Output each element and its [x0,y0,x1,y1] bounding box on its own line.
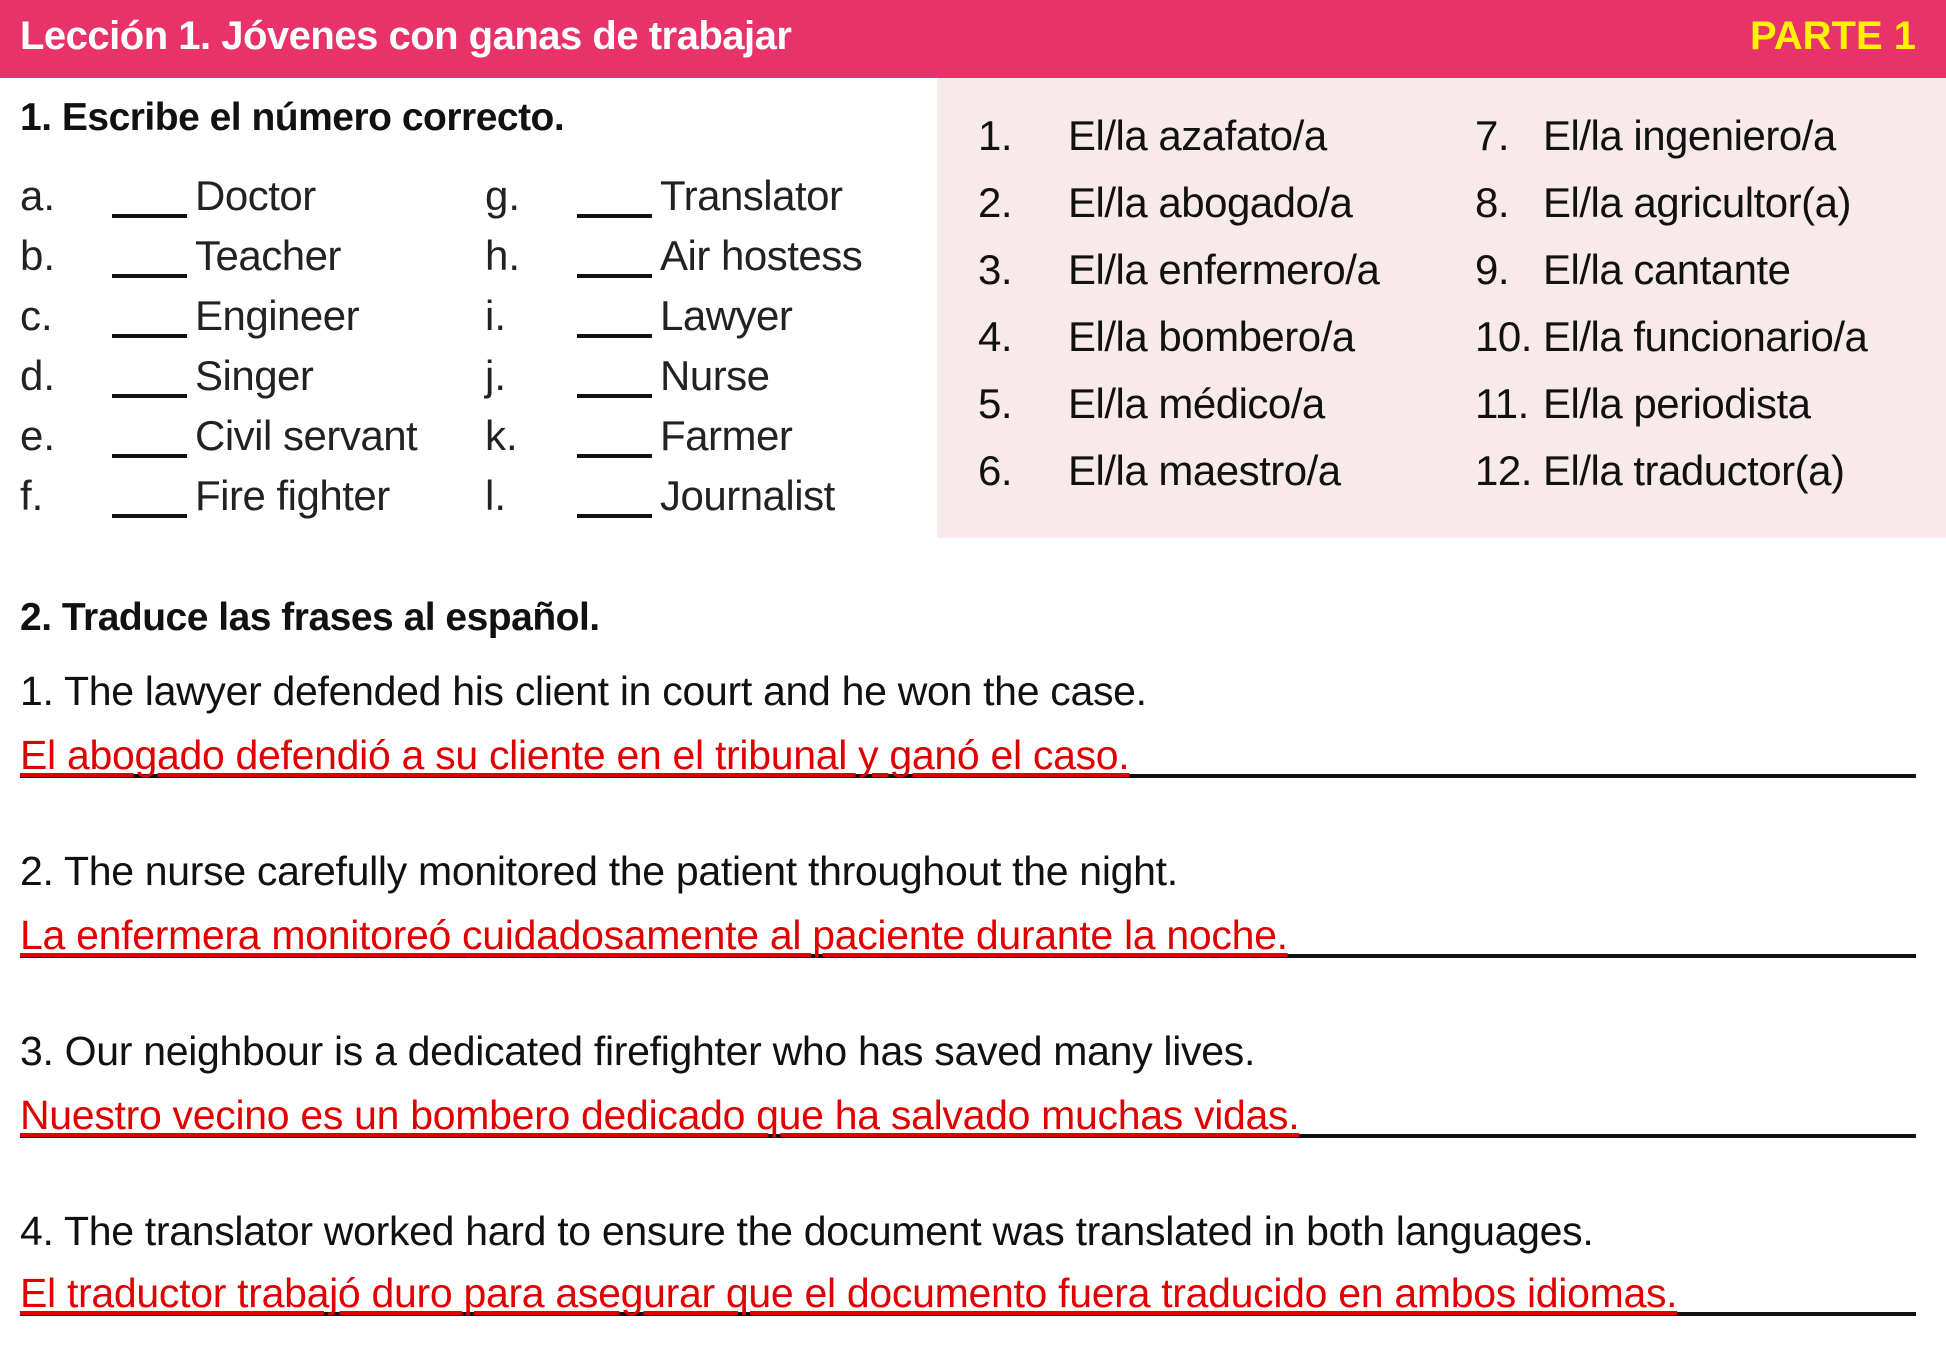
spanish-list-right [1475,112,1867,514]
match-item [20,412,417,472]
part-label: PARTE 1 [1750,14,1916,58]
item-number: 9. [1475,246,1510,293]
answer-blank[interactable] [577,454,652,458]
item-word: El/la agricultor(a) [1543,179,1851,226]
answer-blank[interactable] [577,214,652,218]
item-word: El/la funcionario/a [1543,313,1868,360]
item-number: 5. [978,380,1013,427]
english-list-right [485,172,862,532]
item-letter: h. [485,232,521,279]
item-word: El/la maestro/a [1068,447,1341,494]
spanish-item [978,246,1379,313]
spanish-item [1475,246,1867,313]
english-sentence-3: 3. Our neighbour is a dedicated firefighter who has saved many lives. [20,1028,1256,1074]
item-word: Civil servant [195,412,418,459]
item-word: El/la traductor(a) [1543,447,1845,494]
item-word: El/la enfermero/a [1068,246,1380,293]
spanish-item [1475,313,1867,380]
item-word: El/la cantante [1543,246,1791,293]
spanish-answer-4[interactable]: El traductor trabajó duro para asegurar que el documento fuera traducido en ambos idiomas. [20,1270,1678,1316]
item-word: El/la periodista [1543,380,1811,427]
item-number: 10. [1475,313,1532,360]
lesson-title: Lección 1. Jóvenes con ganas de trabajar [20,14,792,58]
item-letter: g. [485,172,521,219]
spanish-item [978,112,1379,179]
item-letter: f. [20,472,44,519]
match-item [485,172,862,232]
match-item [20,352,417,412]
match-item [20,232,417,292]
item-number: 1. [978,112,1013,159]
item-word: Lawyer [660,292,793,339]
answer-blank[interactable] [112,334,187,338]
item-word: Engineer [195,292,360,339]
english-sentence-2: 2. The nurse carefully monitored the patient throughout the night. [20,848,1178,894]
item-word: Journalist [660,472,835,519]
answer-blank[interactable] [112,454,187,458]
answer-blank[interactable] [577,394,652,398]
item-letter: l. [485,472,506,519]
item-word: Teacher [195,232,341,279]
spanish-answer-3[interactable]: Nuestro vecino es un bombero dedicado que ha salvado muchas vidas. [20,1092,1300,1138]
spanish-item [978,179,1379,246]
item-word: Farmer [660,412,793,459]
answer-blank[interactable] [112,214,187,218]
match-item [20,472,417,532]
item-number: 2. [978,179,1013,226]
item-word: Air hostess [660,232,863,279]
item-number: 12. [1475,447,1532,494]
spanish-item [978,380,1379,447]
english-sentence-1: 1. The lawyer defended his client in court and he won the case. [20,668,1147,714]
answer-blank[interactable] [577,514,652,518]
item-letter: j. [485,352,506,399]
item-letter: d. [20,352,56,399]
item-word: El/la bombero/a [1068,313,1355,360]
item-word: Fire fighter [195,472,390,519]
exercise1-title: 1. Escribe el número correcto. [20,96,565,139]
spanish-item [1475,112,1867,179]
item-word: Doctor [195,172,316,219]
english-list-left [20,172,417,532]
item-word: El/la abogado/a [1068,179,1353,226]
exercise2-title: 2. Traduce las frases al español. [20,596,600,639]
item-letter: e. [20,412,56,459]
item-number: 6. [978,447,1013,494]
match-item [20,172,417,232]
match-item [20,292,417,352]
match-item [485,472,862,532]
spanish-item [1475,179,1867,246]
spanish-item [978,447,1379,514]
match-item [485,412,862,472]
item-word: El/la ingeniero/a [1543,112,1836,159]
item-number: 7. [1475,112,1510,159]
item-word: Translator [660,172,843,219]
answer-blank[interactable] [577,274,652,278]
item-word: Nurse [660,352,770,399]
english-sentence-4: 4. The translator worked hard to ensure the document was translated in both languages. [20,1208,1594,1254]
answer-blank[interactable] [112,514,187,518]
match-item [485,232,862,292]
item-letter: b. [20,232,56,279]
answer-blank[interactable] [112,394,187,398]
item-letter: a. [20,172,56,219]
spanish-list-left [978,112,1379,514]
match-item [485,352,862,412]
item-letter: c. [20,292,53,339]
answer-blank[interactable] [577,334,652,338]
spanish-item [1475,447,1867,514]
answer-blank[interactable] [112,274,187,278]
item-word: Singer [195,352,314,399]
item-number: 4. [978,313,1013,360]
spanish-answer-1[interactable]: El abogado defendió a su cliente en el tribunal y ganó el caso. [20,732,1130,778]
item-number: 8. [1475,179,1510,226]
item-number: 11. [1475,380,1529,427]
item-word: El/la azafato/a [1068,112,1327,159]
lesson-header [0,0,1946,78]
spanish-item [1475,380,1867,447]
item-letter: i. [485,292,506,339]
spanish-item [978,313,1379,380]
item-letter: k. [485,412,518,459]
match-item [485,292,862,352]
spanish-answer-2[interactable]: La enfermera monitoreó cuidadosamente al paciente durante la noche. [20,912,1288,958]
item-number: 3. [978,246,1013,293]
item-word: El/la médico/a [1068,380,1325,427]
